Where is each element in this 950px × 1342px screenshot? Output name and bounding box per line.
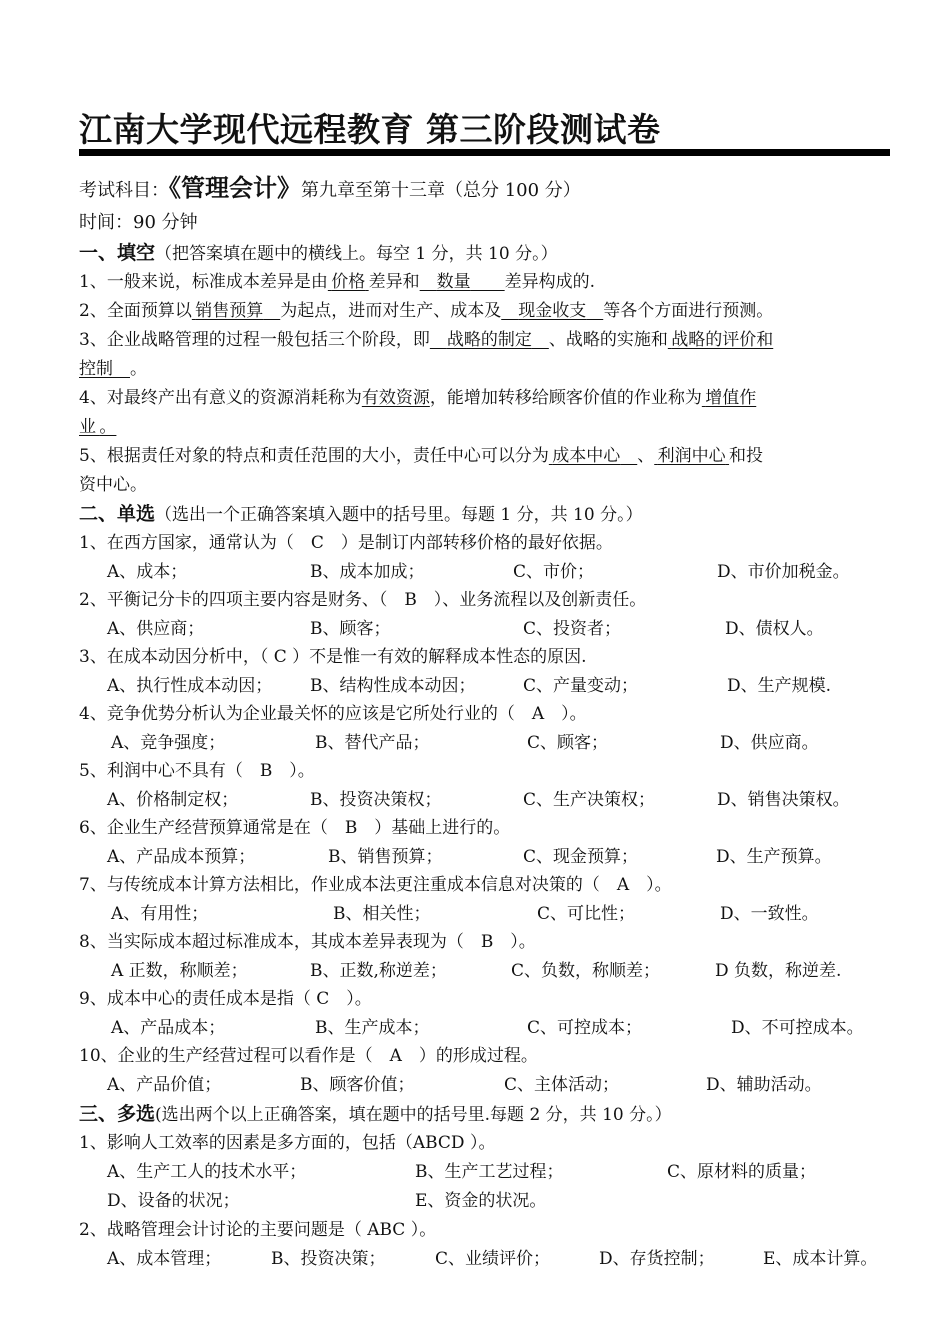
option-c: C、负数，称顺差； <box>511 961 661 981</box>
q-text: 1、一般来说，标准成本差异是由 <box>79 272 328 292</box>
option-b: B、投资决策权； <box>310 790 442 810</box>
answer-blank: 增值作 <box>705 388 757 408</box>
subject-line <box>79 168 581 203</box>
fill-question-4-cont <box>79 413 116 441</box>
q-text: 为起点，进而对生产、成本及 <box>280 301 502 321</box>
fill-question-5 <box>79 442 763 470</box>
option-b: B、结构性成本动因； <box>310 676 476 696</box>
option-b: B、生产工艺过程； <box>415 1162 564 1182</box>
option-c: C、主体活动； <box>504 1075 620 1095</box>
q-text: 。 <box>130 359 147 379</box>
fill-question-5-cont: 资中心。 <box>79 475 147 495</box>
subject-name: 《管理会计》 <box>169 174 301 202</box>
fill-question-3-cont <box>79 355 147 383</box>
option-c: C、可控成本； <box>527 1018 643 1038</box>
option-c: C、可比性； <box>537 904 636 924</box>
option-a: A、产品价值； <box>107 1075 222 1095</box>
option-c: C、市价； <box>513 562 595 582</box>
sc-question-10: 10、企业的生产经营过程可以看作是（ A ）的形成过程。 <box>79 1046 538 1066</box>
answer-blank: 成本中心 <box>552 446 621 466</box>
option-d: D、一致性。 <box>720 904 819 924</box>
section1-heading: 一、填空 <box>79 242 156 264</box>
subject-suffix: 第九章至第十三章（总分 100 分） <box>301 180 581 201</box>
answer-blank: 销售预算 <box>195 301 264 321</box>
fill-question-2 <box>79 297 773 325</box>
option-d: D、生产预算。 <box>716 847 832 867</box>
option-a: A、成本管理； <box>107 1249 222 1269</box>
answer-blank: 利润中心 <box>657 446 726 466</box>
option-a: A、有用性； <box>111 904 209 924</box>
option-c: C、产量变动； <box>523 676 639 696</box>
answer-blank: 战略的制定 <box>446 330 532 350</box>
section1-note: （把答案填在题中的横线上。每空 1 分，共 10 分。） <box>155 244 558 264</box>
option-d: D 负数，称逆差. <box>715 961 842 981</box>
option-a: A、生产工人的技术水平； <box>107 1162 307 1182</box>
section2-heading: 二、单选 <box>79 503 156 525</box>
q-text: 、战略的实施和 <box>548 330 668 350</box>
exam-time: 时间：90 分钟 <box>79 212 198 233</box>
option-c: C、原材料的质量； <box>667 1162 817 1182</box>
q-text: 5、根据责任对象的特点和责任范围的大小，责任中心可以分为 <box>79 446 549 466</box>
sc-question-7: 7、与传统成本计算方法相比，作业成本法更注重成本信息对决策的（ A ）。 <box>79 875 672 895</box>
answer-blank: 战略的评价和 <box>671 330 774 350</box>
answer-blank: 价格 <box>331 272 366 292</box>
option-c: C、现金预算； <box>523 847 639 867</box>
q-text: 差异和 <box>368 272 420 292</box>
option-d: D、不可控成本。 <box>731 1018 864 1038</box>
page-title: 江南大学现代远程教育 第三阶段测试卷 <box>79 110 661 149</box>
fill-question-3 <box>79 326 773 354</box>
q-text: 4、对最终产出有意义的资源消耗称为 <box>79 388 362 408</box>
option-c: C、业绩评价； <box>435 1249 551 1269</box>
q-text: 2、全面预算以 <box>79 301 192 321</box>
subject-prefix: 考试科目： <box>79 180 169 201</box>
option-c: C、生产决策权； <box>523 790 656 810</box>
fill-question-4 <box>79 384 756 412</box>
option-b: B、正数,称逆差； <box>310 961 447 981</box>
section2-note: （选出一个正确答案填入题中的括号里。每题 1 分，共 10 分。） <box>155 505 643 525</box>
sc-question-6: 6、企业生产经营预算通常是在（ B ）基础上进行的。 <box>79 818 511 838</box>
sc-question-3: 3、在成本动因分析中，（ C ）不是惟一有效的解释成本性态的原因. <box>79 647 587 667</box>
mc-question-1: 1、影响人工效率的因素是多方面的，包括（ABCD ）。 <box>79 1133 496 1153</box>
sc-question-5: 5、利润中心不具有（ B ）。 <box>79 761 315 781</box>
section2-header <box>79 500 643 529</box>
q-text: ，能增加转移给顾客价值的作业称为 <box>429 388 702 408</box>
q-text: 等各个方面进行预测。 <box>603 301 774 321</box>
option-d: D、供应商。 <box>720 733 819 753</box>
option-b: B、替代产品； <box>315 733 430 753</box>
q-text: 3、企业战略管理的过程一般包括三个阶段，即 <box>79 330 430 350</box>
sc-question-2: 2、平衡记分卡的四项主要内容是财务、（ B ）、业务流程以及创新责任。 <box>79 590 647 610</box>
title-divider <box>79 149 890 156</box>
option-a: A、产品成本； <box>111 1018 226 1038</box>
option-d: D、债权人。 <box>725 619 824 639</box>
option-b: B、生产成本； <box>315 1018 430 1038</box>
option-d: D、辅助活动。 <box>706 1075 822 1095</box>
fill-question-1 <box>79 268 595 296</box>
option-d: D、存货控制； <box>599 1249 715 1269</box>
option-c: C、顾客； <box>527 733 609 753</box>
option-a: A、价格制定权； <box>107 790 239 810</box>
answer-blank: 控制 <box>79 359 113 379</box>
sc-question-1: 1、在西方国家，通常认为（ C ）是制订内部转移价格的最好依据。 <box>79 533 613 553</box>
option-b: B、相关性； <box>333 904 431 924</box>
answer-blank: 现金收支 <box>518 301 587 321</box>
section3-header <box>79 1100 672 1129</box>
section3-note: (选出两个以上正确答案，填在题中的括号里.每题 2 分，共 10 分。） <box>155 1105 672 1125</box>
option-e: E、成本计算。 <box>763 1249 878 1269</box>
option-b: B、顾客价值； <box>300 1075 415 1095</box>
sc-question-4: 4、竞争优势分析认为企业最关怀的应该是它所处行业的（ A ）。 <box>79 704 587 724</box>
q-text: 、 <box>637 446 655 466</box>
answer-blank: 有效资源 <box>361 388 430 408</box>
option-b: B、投资决策； <box>271 1249 386 1269</box>
option-a: A、竞争强度； <box>111 733 226 753</box>
option-a: A、成本； <box>107 562 188 582</box>
sc-question-9: 9、成本中心的责任成本是指（ C ）。 <box>79 989 372 1009</box>
option-a: A 正数，称顺差； <box>111 961 248 981</box>
option-b: B、顾客； <box>310 619 391 639</box>
q-text: 和投 <box>729 446 764 466</box>
sc-question-8: 8、当实际成本超过标准成本，其成本差异表现为（ B ）。 <box>79 932 536 952</box>
option-a: A、产品成本预算； <box>107 847 256 867</box>
option-a: A、执行性成本动因； <box>107 676 273 696</box>
option-a: A、供应商； <box>107 619 205 639</box>
section3-heading: 三、多选 <box>79 1103 156 1125</box>
option-c: C、投资者； <box>523 619 622 639</box>
option-d: D、设备的状况； <box>107 1191 240 1211</box>
section1-header <box>79 239 558 268</box>
answer-blank: 数量 <box>436 272 471 292</box>
option-d: D、生产规模. <box>727 676 832 696</box>
option-b: B、销售预算； <box>328 847 443 867</box>
q-text: 差异构成的. <box>504 272 596 292</box>
answer-blank: 业 。 <box>79 417 117 437</box>
option-b: B、成本加成； <box>310 562 425 582</box>
option-d: D、市价加税金。 <box>717 562 850 582</box>
mc-question-2: 2、战略管理会计讨论的主要问题是（ ABC ）。 <box>79 1220 437 1240</box>
option-e: E、资金的状况。 <box>415 1191 547 1211</box>
option-d: D、销售决策权。 <box>717 790 850 810</box>
